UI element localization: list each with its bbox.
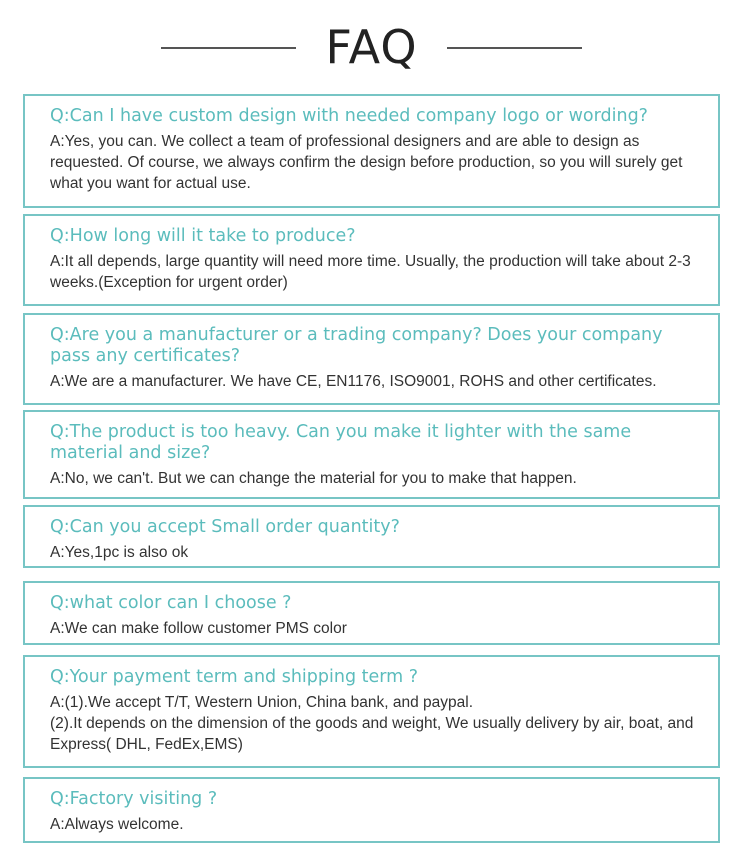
faq-question: Q:Are you a manufacturer or a trading company? Does your company pass any certificates? xyxy=(50,325,663,366)
faq-question: Q:what color can I choose ? xyxy=(50,593,292,613)
faq-item-custom-design xyxy=(23,94,720,208)
faq-header xyxy=(0,0,750,92)
faq-answer: A:(1).We accept T/T, Western Union, China bank, and paypal. (2).It depends on the dimension of the goods and weight, We usually delivery by air, boat, and Express( DHL, FedEx,EMS) xyxy=(50,694,694,753)
faq-question: Q:How long will it take to produce? xyxy=(50,226,356,246)
faq-item-small-order xyxy=(23,505,720,568)
faq-answer: A:Yes, you can. We collect a team of professional designers and are able to design as requested. Of course, we always confirm the design before production, so you will surely get what you want for actual use. xyxy=(50,133,683,192)
faq-question: Q:Factory visiting ? xyxy=(50,789,218,809)
faq-answer: A:It all depends, large quantity will need more time. Usually, the production will take about 2-3 weeks.(Exception for urgent order) xyxy=(50,253,691,291)
faq-item-production-time xyxy=(23,214,720,306)
faq-answer: A:No, we can't. But we can change the material for you to make that happen. xyxy=(50,470,577,487)
faq-item-manufacturer xyxy=(23,313,720,405)
header-divider-right xyxy=(447,47,582,49)
header-divider-left xyxy=(161,47,296,49)
faq-question: Q:The product is too heavy. Can you make it lighter with the same material and size? xyxy=(50,422,632,463)
faq-answer: A:We can make follow customer PMS color xyxy=(50,620,347,637)
faq-answer: A:Always welcome. xyxy=(50,816,184,833)
faq-item-color xyxy=(23,581,720,645)
page-title: FAQ xyxy=(325,20,418,74)
faq-question: Q:Can I have custom design with needed company logo or wording? xyxy=(50,106,648,126)
faq-answer: A:We are a manufacturer. We have CE, EN1176, ISO9001, ROHS and other certificates. xyxy=(50,373,657,390)
faq-item-factory-visit xyxy=(23,777,720,843)
faq-question: Q:Can you accept Small order quantity? xyxy=(50,517,400,537)
faq-item-weight xyxy=(23,410,720,499)
faq-question: Q:Your payment term and shipping term ? xyxy=(50,667,419,687)
faq-answer: A:Yes,1pc is also ok xyxy=(50,544,189,561)
faq-item-payment-shipping xyxy=(23,655,720,768)
